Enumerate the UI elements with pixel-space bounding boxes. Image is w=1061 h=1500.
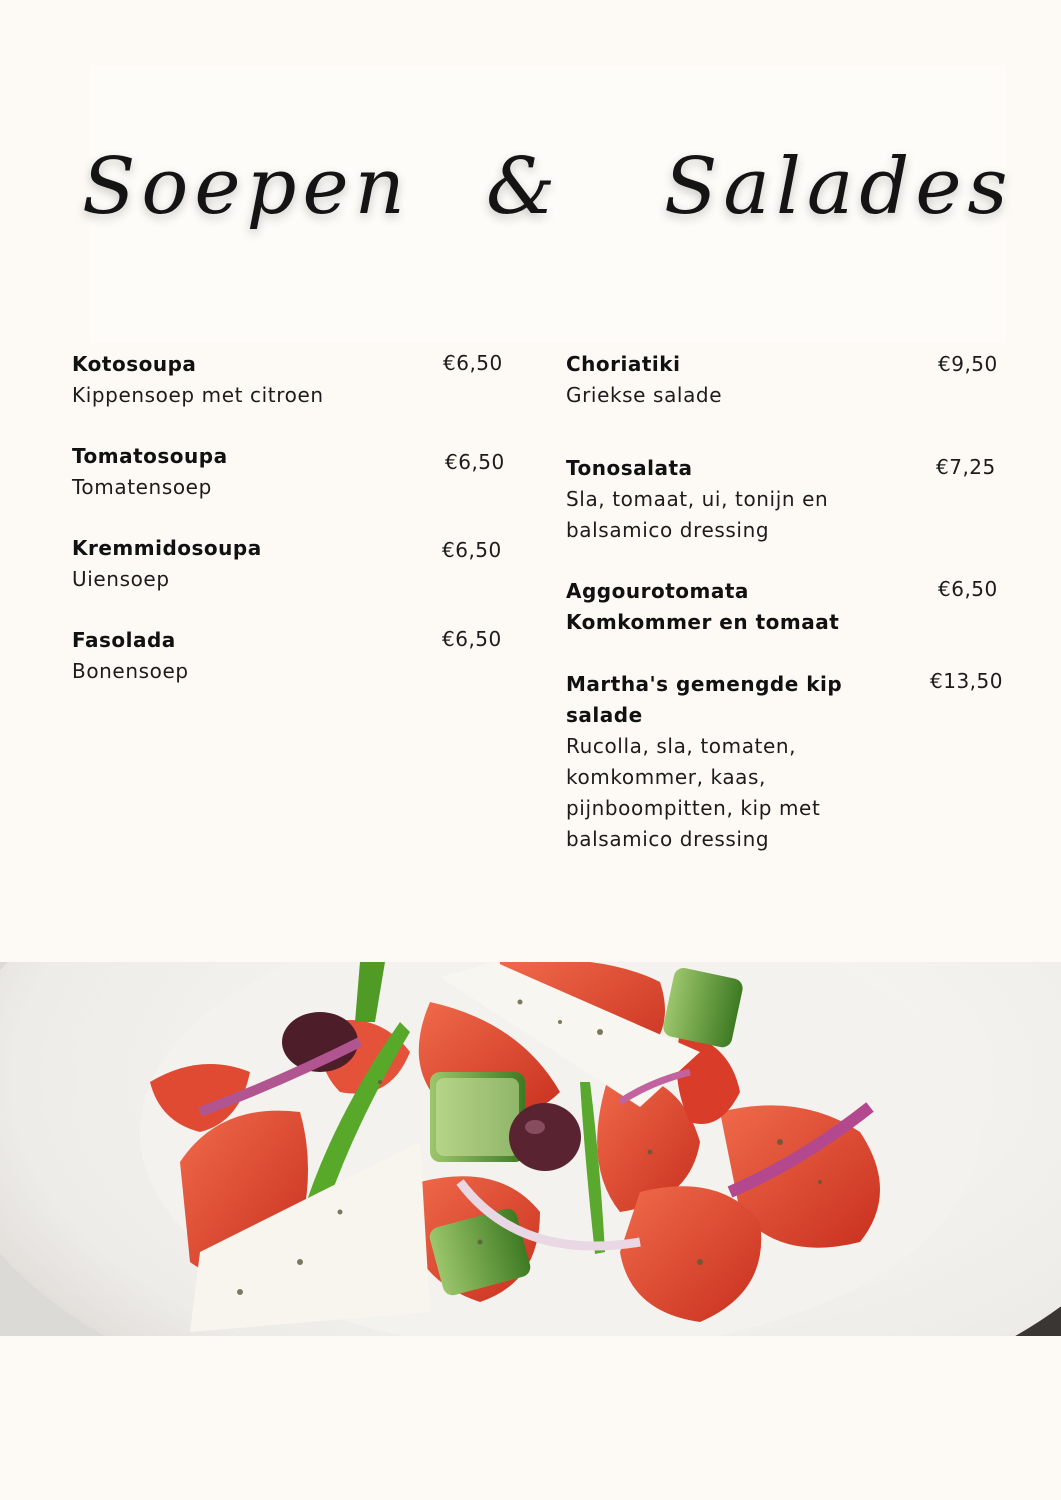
item-description: Bonensoep	[72, 659, 189, 683]
item-price: €7,25	[936, 455, 996, 479]
item-name-line: Martha's gemengde kip	[566, 672, 843, 696]
item-description: Griekse salade	[566, 383, 723, 407]
salad-photo	[0, 962, 1061, 1336]
item-description: Kippensoep met citroen	[72, 383, 324, 407]
item-description-line: Rucolla, sla, tomaten,	[566, 734, 797, 758]
title-ampersand: &	[486, 142, 556, 232]
item-name: Fasolada	[72, 628, 176, 652]
item-price: €6,50	[443, 351, 503, 375]
item-name: Aggourotomata	[566, 579, 749, 603]
item-description-line: komkommer, kaas,	[566, 765, 767, 789]
item-name: Kremmidosoupa	[72, 536, 262, 560]
item-description-line: Sla, tomaat, ui, tonijn en	[566, 487, 829, 511]
item-name: Tonosalata	[566, 456, 693, 480]
item-name: Tomatosoupa	[72, 444, 228, 468]
greek-salad-icon	[0, 962, 1061, 1336]
item-price: €13,50	[930, 669, 1003, 693]
menu-item-choriatiki	[566, 349, 722, 411]
item-description-line: balsamico dressing	[566, 827, 770, 851]
item-name: Choriatiki	[566, 352, 681, 376]
item-price: €9,50	[938, 352, 998, 376]
menu-item-fasolada	[72, 625, 189, 687]
item-name: Kotosoupa	[72, 352, 197, 376]
item-description: Tomatensoep	[72, 475, 212, 499]
menu-item-tonosalata	[566, 453, 828, 546]
menu-item-aggourotomata	[566, 576, 839, 638]
item-price: €6,50	[445, 450, 505, 474]
title-salades: Salades	[664, 142, 1014, 232]
item-description-line: balsamico dressing	[566, 518, 770, 542]
menu-item-marthas-salade	[566, 669, 842, 855]
item-price: €6,50	[442, 627, 502, 651]
menu-item-kotosoupa	[72, 349, 324, 411]
item-price: €6,50	[938, 577, 998, 601]
item-name-line: salade	[566, 703, 643, 727]
item-description-line: pijnboompitten, kip met	[566, 796, 821, 820]
item-price: €6,50	[442, 538, 502, 562]
item-description-bold: Komkommer en tomaat	[566, 610, 840, 634]
title-soepen: Soepen	[82, 142, 411, 232]
menu-item-kremmidosoupa	[72, 533, 262, 595]
menu-item-tomatosoupa	[72, 441, 228, 503]
item-description: Uiensoep	[72, 567, 170, 591]
